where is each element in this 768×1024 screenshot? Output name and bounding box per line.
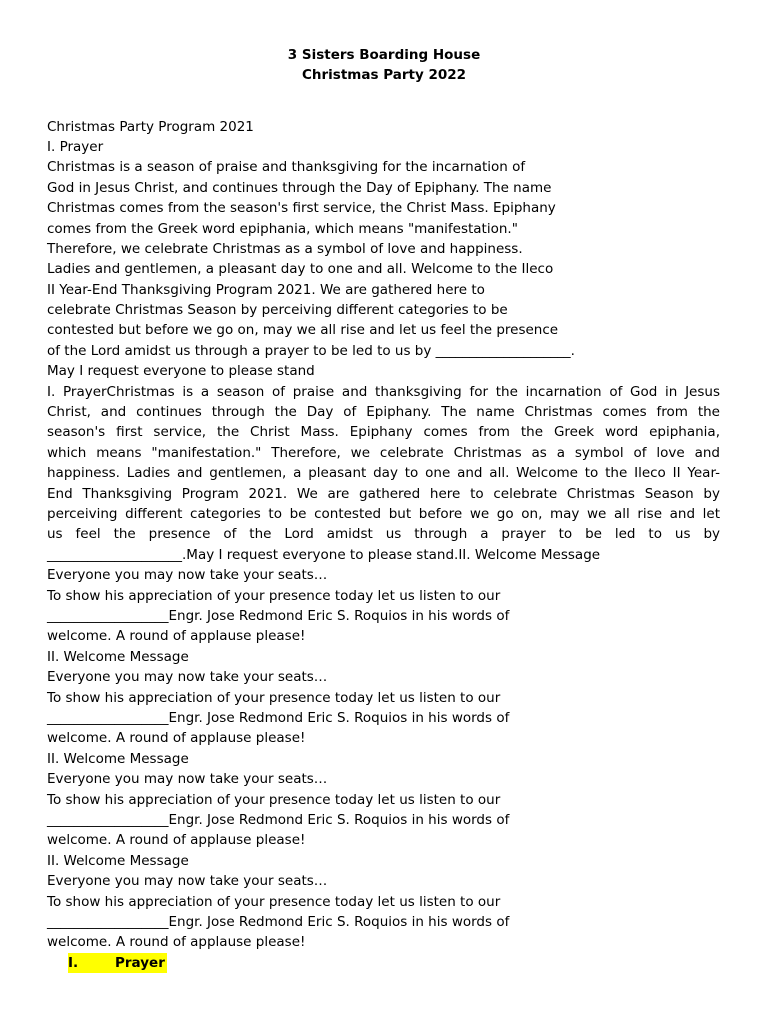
text-line: welcome. A round of applause please! — [47, 832, 306, 848]
text-line-with-blank: __________________Engr. Jose Redmond Eric S. Roquios in his words of — [47, 812, 510, 828]
text-line: welcome. A round of applause please! — [47, 628, 306, 644]
text-line-with-blank: __________________Engr. Jose Redmond Eric S. Roquios in his words of — [47, 710, 510, 726]
text-line-with-blank: __________________Engr. Jose Redmond Eric S. Roquios in his words of — [47, 914, 510, 930]
section-heading-prayer: I. Prayer — [47, 139, 104, 155]
text-line: welcome. A round of applause please! — [47, 934, 306, 950]
document-subtitle: Christmas Party 2022 — [301, 67, 467, 83]
text-line: God in Jesus Christ, and continues through the Day of Epiphany. The name — [47, 180, 552, 196]
justified-line: happiness. Ladies and gentlemen, a pleasant day to one and all. Welcome to the Ileco II Year- — [47, 465, 720, 481]
text-line: Everyone you may now take your seats… — [47, 873, 328, 889]
program-title-line: Christmas Party Program 2021 — [47, 119, 254, 135]
justified-line: which means "manifestation." Therefore, we celebrate Christmas as a symbol of love and — [47, 445, 720, 461]
text-line: contested but before we go on, may we all rise and let us feel the presence — [47, 322, 559, 338]
text-line: welcome. A round of applause please! — [47, 730, 306, 746]
justified-line: Christ, and continues through the Day of Epiphany. The name Christmas comes from the — [47, 404, 720, 420]
text-line: comes from the Greek word epiphania, which means "manifestation." — [47, 221, 518, 237]
heading-number: I. — [68, 955, 79, 971]
text-line: Christmas is a season of praise and thanksgiving for the incarnation of — [47, 159, 526, 175]
section-heading-welcome: II. Welcome Message — [47, 751, 189, 767]
justified-line: season's first service, the Christ Mass. Epiphany comes from the Greek word epiphania, — [47, 424, 720, 440]
document-title: 3 Sisters Boarding House — [287, 47, 481, 63]
justified-line: perceiving different categories to be contested but before we go on, may we all rise and let — [47, 506, 720, 522]
text-line: II Year-End Thanksgiving Program 2021. We are gathered here to — [47, 282, 485, 298]
text-line-with-blank: __________________Engr. Jose Redmond Eric S. Roquios in his words of — [47, 608, 510, 624]
text-line-with-blank: of the Lord amidst us through a prayer to be led to us by ____________________. — [47, 343, 575, 359]
text-line: Everyone you may now take your seats… — [47, 669, 328, 685]
highlighted-prayer-heading — [68, 953, 167, 973]
heading-label: Prayer — [115, 955, 165, 971]
text-line: To show his appreciation of your presence today let us listen to our — [47, 894, 501, 910]
text-line: celebrate Christmas Season by perceiving different categories to be — [47, 302, 508, 318]
justified-line: I. PrayerChristmas is a season of praise and thanksgiving for the incarnation of God in Jesus — [47, 384, 720, 400]
text-line: To show his appreciation of your presence today let us listen to our — [47, 690, 501, 706]
text-line: To show his appreciation of your presence today let us listen to our — [47, 588, 501, 604]
text-line: Therefore, we celebrate Christmas as a symbol of love and happiness. — [47, 241, 523, 257]
text-line-with-blank: ____________________.May I request everyone to please stand.II. Welcome Message — [47, 547, 601, 563]
section-heading-welcome: II. Welcome Message — [47, 853, 189, 869]
text-line: Christmas comes from the season's first service, the Christ Mass. Epiphany — [47, 200, 556, 216]
text-line: Everyone you may now take your seats… — [47, 567, 328, 583]
text-line: Ladies and gentlemen, a pleasant day to one and all. Welcome to the Ileco — [47, 261, 554, 277]
text-line: May I request everyone to please stand — [47, 363, 315, 379]
text-line: Everyone you may now take your seats… — [47, 771, 328, 787]
justified-line: us feel the presence of the Lord amidst us through a prayer to be led to us by — [47, 526, 720, 542]
section-heading-welcome: II. Welcome Message — [47, 649, 189, 665]
text-line: To show his appreciation of your presence today let us listen to our — [47, 792, 501, 808]
justified-line: End Thanksgiving Program 2021. We are gathered here to celebrate Christmas Season by — [47, 486, 720, 502]
